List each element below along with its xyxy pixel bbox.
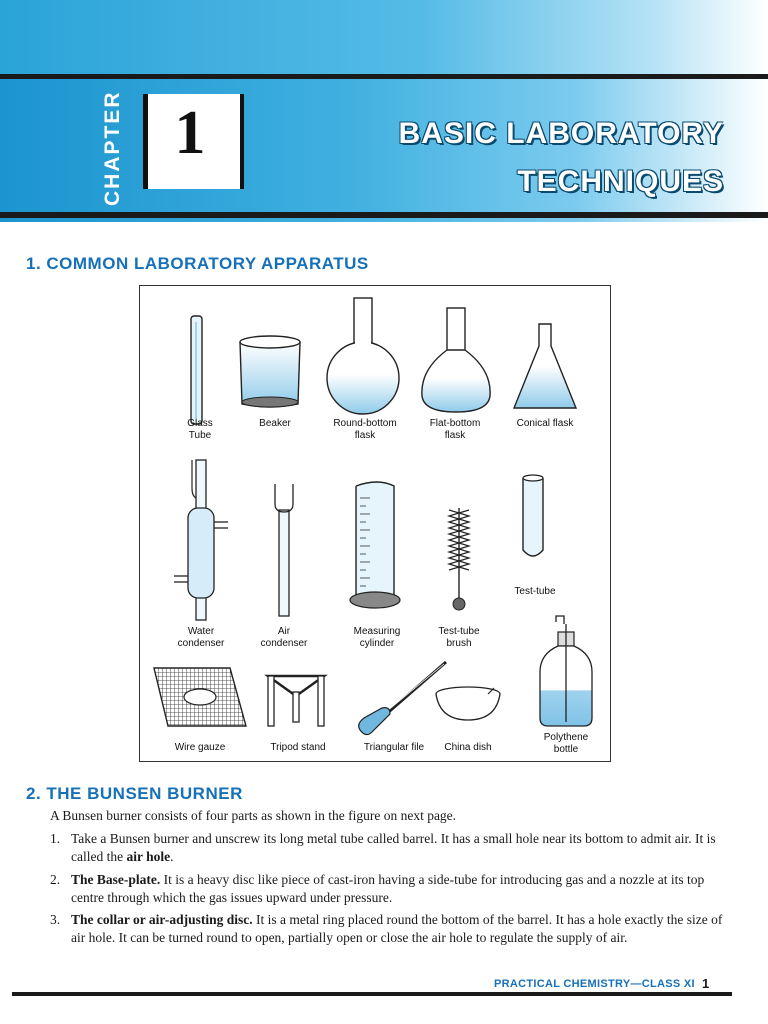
footer-rule (12, 992, 732, 996)
label-conical-flask: Conical flask (516, 418, 574, 429)
round-bottom-flask-illustration (326, 294, 402, 418)
water-condenser-illustration (170, 458, 232, 624)
chapter-number: 1 (174, 99, 206, 167)
label-tripod-stand: Tripod stand (270, 742, 326, 753)
label-round-bottom-flask: Round-bottom flask (333, 418, 397, 441)
label-flat-bottom-flask: Flat-bottom flask (429, 418, 481, 441)
measuring-cylinder-illustration (348, 478, 404, 618)
header-bottom-rule (0, 212, 768, 218)
chapter-title-line-2: TECHNIQUES (517, 165, 724, 198)
air-condenser-illustration (272, 482, 296, 620)
test-tube-illustration (518, 472, 548, 564)
label-wire-gauze: Wire gauze (174, 742, 226, 753)
list-item-text: The collar or air-adjusting disc. It is a metal ring placed round the bottom of the barrel. It has a hole exactly the size of air hole. It can be turned round to open, partially open or close the air hole to regulate the supply of air. (71, 912, 723, 945)
list-item-number: 2. (50, 872, 61, 887)
test-tube-brush-illustration (444, 506, 474, 616)
bunsen-intro-text: A Bunsen burner consists of four parts as shown in the figure on next page. (50, 808, 457, 823)
beaker-illustration (234, 330, 306, 412)
conical-flask-illustration (510, 320, 580, 416)
label-water-condenser: Water condenser (177, 626, 225, 649)
list-item-text: The Base-plate. It is a heavy disc like piece of cast-iron having a side-tube for introducing gas and a nozzle at its top centre through which the gas issues upward under pressure. (71, 872, 705, 905)
list-item-number: 3. (50, 912, 61, 927)
list-item-text: Take a Bunsen burner and unscrew its long metal tube called barrel. It has a small hole near its bottom to admit air. It is called the air hole. (71, 831, 716, 864)
chapter-title-line-1: BASIC LABORATORY (398, 117, 724, 150)
header-top-rule (0, 74, 768, 79)
flat-bottom-flask-illustration (418, 304, 494, 416)
page-number: 1 (702, 976, 710, 991)
footer-book-title: PRACTICAL CHEMISTRY—CLASS XI (494, 978, 695, 990)
list-item-number: 1. (50, 831, 61, 846)
polythene-bottle-illustration (536, 614, 596, 730)
label-glass-tube: Glass Tube (187, 418, 213, 441)
chapter-label: CHAPTER (101, 90, 124, 206)
section-heading-bunsen-burner: 2. THE BUNSEN BURNER (26, 784, 243, 803)
label-beaker: Beaker (259, 418, 291, 429)
glass-tube-illustration (188, 314, 206, 426)
label-measuring-cylinder: Measuring cylinder (353, 626, 401, 649)
label-test-tube: Test-tube (514, 586, 556, 597)
tripod-stand-illustration (264, 672, 328, 730)
china-dish-illustration (432, 684, 504, 724)
label-air-condenser: Air condenser (260, 626, 308, 649)
header-top-band (0, 0, 768, 78)
wire-gauze-illustration (150, 664, 250, 730)
label-triangular-file: Triangular file (363, 742, 425, 753)
label-china-dish: China dish (444, 742, 492, 753)
label-polythene-bottle: Polythene bottle (543, 732, 589, 755)
section-heading-apparatus: 1. COMMON LABORATORY APPARATUS (26, 254, 369, 273)
label-test-tube-brush: Test-tube brush (438, 626, 480, 649)
apparatus-figure (139, 285, 611, 762)
